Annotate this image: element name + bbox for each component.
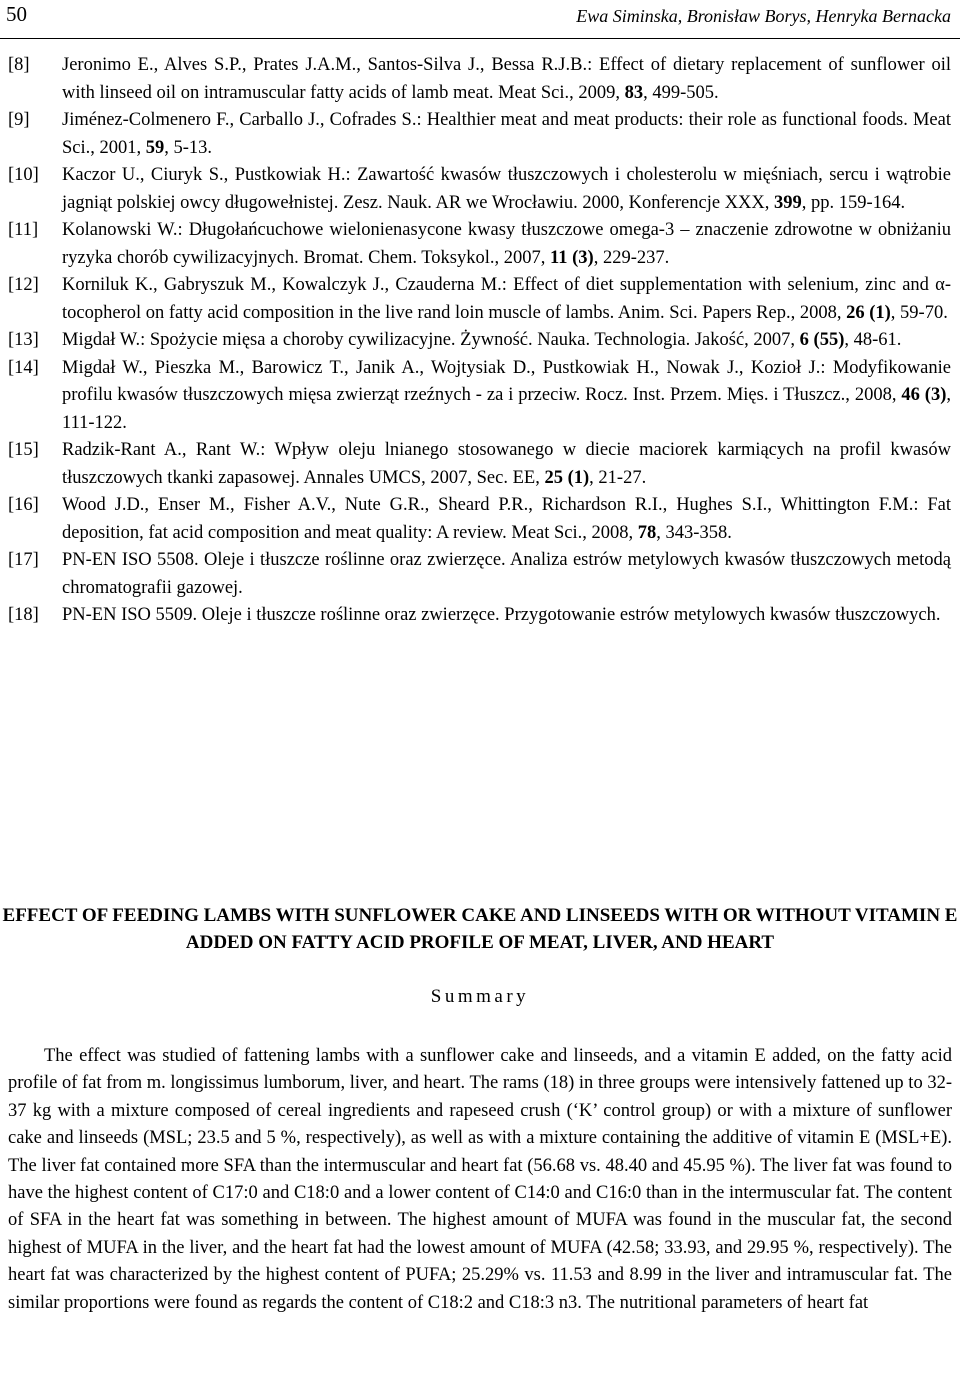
reference-text: PN-EN ISO 5508. Oleje i tłuszcze roślinne oraz zwierzęce. Analiza estrów metylowych kwasów tłuszczowych metodą chromatografii gazowej. <box>62 550 951 598</box>
reference-text: Jiménez-Colmenero F., Carballo J., Cofrades S.: Healthier meat and meat products: their role as functional foods. Meat Sci., 2001, <box>62 110 951 158</box>
reference-volume: 6 (55) <box>799 330 845 350</box>
reference-item <box>0 492 960 547</box>
reference-text: Wood J.D., Enser M., Fisher A.V., Nute G.R., Sheard P.R., Richardson R.I., Hughes S.I., Whittington F.M.: Fat deposition, fat acid composition and meat quality: A review. Meat Sci., 2008, <box>62 495 951 543</box>
reference-item <box>0 107 960 162</box>
reference-volume: 59 <box>145 137 165 158</box>
reference-item <box>0 272 960 327</box>
reference-item <box>0 52 960 107</box>
reference-text: , 111-122. <box>62 385 951 433</box>
reference-number: [10] <box>8 165 39 185</box>
reference-text: , 499-505. <box>643 82 719 103</box>
reference-volume: 78 <box>637 522 657 543</box>
reference-text: Migdał W., Pieszka M., Barowicz T., Janik A., Wojtysiak D., Pustkowiak H., Nowak J., Kozioł J.: Modyfikowanie profilu kwasów tłuszczowych mięsa zwierząt rzeźnych - za i przeciw. Rocz. Inst. Przem. Mięs. i Tłuszcz., 2008, <box>62 357 951 405</box>
reference-volume: 399 <box>774 192 802 213</box>
reference-number: [9] <box>8 110 30 130</box>
reference-text: Jeronimo E., Alves S.P., Prates J.A.M., Santos-Silva J., Bessa R.J.B.: Effect of dietary replacement of sunflower oil with linseed oil on intramuscular fatty acids of lamb meat. Meat Sci., 2009, <box>62 55 951 103</box>
reference-item <box>0 217 960 272</box>
reference-item <box>0 437 960 492</box>
summary-heading: Summary <box>430 986 530 1007</box>
reference-text: , 5-13. <box>164 137 213 158</box>
reference-item <box>0 327 960 355</box>
summary-title: EFFECT OF FEEDING LAMBS WITH SUNFLOWER CAKE AND LINSEEDS WITH OR WITHOUT VITAMIN E ADDED ON FATTY ACID PROFILE OF MEAT, LIVER, AND HEART <box>2 905 958 953</box>
reference-text: Kolanowski W.: Długołańcuchowe wielonienasycone kwasy tłuszczowe omega-3 – znaczenie zdrowotne w obniżaniu ryzyka chorób cywilizacyjnych. Bromat. Chem. Toksykol., 2007, <box>62 220 951 268</box>
reference-item <box>0 602 960 630</box>
reference-number: [14] <box>8 357 39 378</box>
summary-text: The effect was studied of fattening lambs with a sunflower cake and linseeds, and a vitamin E added, on the fatty acid profile of fat from m. longissimus lumborum, liver, and heart. The rams (18) in three groups were intensively fattened up to 32-37 kg with a mixture composed of cereal ingredients and rapeseed crush (‘K’ control group) or with a mixture of sunflower cake and linseeds (MSL; 23.5 and 5 %, respectively), as well as with a mixture containing the additive of vitamin E (MSL+E). The liver fat contained more SFA than the intermuscular and heart fat (56.68 vs. 48.40 and 45.95 %). The liver fat was found to have the highest content of C17:0 and C18:0 and a lower content of C14:0 and C16:0 than in the intermuscular fat. The content of SFA in the heart fat was something in between. The highest amount of MUFA was found in the muscular fat, the second highest of MUFA in the liver, and the heart fat had the lowest amount of MUFA (42.58; 33.93, and 29.95 %, respectively). The heart fat was characterized by the highest content of PUFA; 25.29% vs. 11.53 and 8.99 in the liver and intramuscular fat. The similar proportions were found as regards the content of C18:2 and C18:3 n3. The nutritional parameters of heart fat <box>8 1046 952 1313</box>
reference-item <box>0 162 960 217</box>
reference-volume: 83 <box>624 82 644 103</box>
reference-text: , 48-61. <box>844 330 902 350</box>
reference-item <box>0 355 960 438</box>
reference-item <box>0 547 960 602</box>
reference-text: , 21-27. <box>589 467 647 488</box>
reference-volume: 46 (3) <box>901 385 947 405</box>
reference-number: [18] <box>8 605 39 625</box>
page-header <box>0 0 960 39</box>
reference-number: [16] <box>8 495 39 515</box>
reference-number: [12] <box>8 275 39 295</box>
reference-list <box>0 52 960 630</box>
reference-text: PN-EN ISO 5509. Oleje i tłuszcze roślinne oraz zwierzęce. Przygotowanie estrów metylowych kwasów tłuszczowych. <box>62 605 941 625</box>
reference-text: , 229-237. <box>593 247 670 268</box>
reference-text: , 59-70. <box>890 302 948 323</box>
reference-number: [11] <box>8 220 39 240</box>
reference-text: Radzik-Rant A., Rant W.: Wpływ oleju lnianego stosowanego w diecie maciorek karmiących na profil kwasów tłuszczowych tkanki zapasowej. Annales UMCS, 2007, Sec. EE, <box>62 440 951 488</box>
reference-number: [15] <box>8 440 39 460</box>
reference-volume: 26 (1) <box>846 302 891 323</box>
reference-text: Korniluk K., Gabryszuk M., Kowalczyk J., Czauderna M.: Effect of diet supplementation with selenium, zinc and α-tocopherol on fatty acid composition in the live rand loin muscle of lambs. Anim. Sci. Papers Rep., 2008, <box>62 275 951 323</box>
page-number: 50 <box>6 2 27 26</box>
reference-volume: 11 (3) <box>550 247 594 268</box>
running-head-authors: Ewa Siminska, Bronisław Borys, Henryka Bernacka <box>576 6 951 26</box>
reference-text: , pp. 159-164. <box>801 192 906 213</box>
reference-number: [17] <box>8 550 39 570</box>
reference-text: Migdał W.: Spożycie mięsa a choroby cywilizacyjne. Żywność. Nauka. Technologia. Jakość, 2007, <box>62 330 800 350</box>
reference-number: [13] <box>8 330 39 350</box>
reference-text: , 343-358. <box>656 522 732 543</box>
reference-number: [8] <box>8 55 30 75</box>
reference-text: Kaczor U., Ciuryk S., Pustkowiak H.: Zawartość kwasów tłuszczowych i cholesterolu w mięśniach, sercu i wątrobie jagniąt polskiej owcy długowełnistej. Zesz. Nauk. AR we Wrocławiu. 2000, Konferencje XXX, <box>62 165 951 213</box>
reference-volume: 25 (1) <box>544 467 590 488</box>
